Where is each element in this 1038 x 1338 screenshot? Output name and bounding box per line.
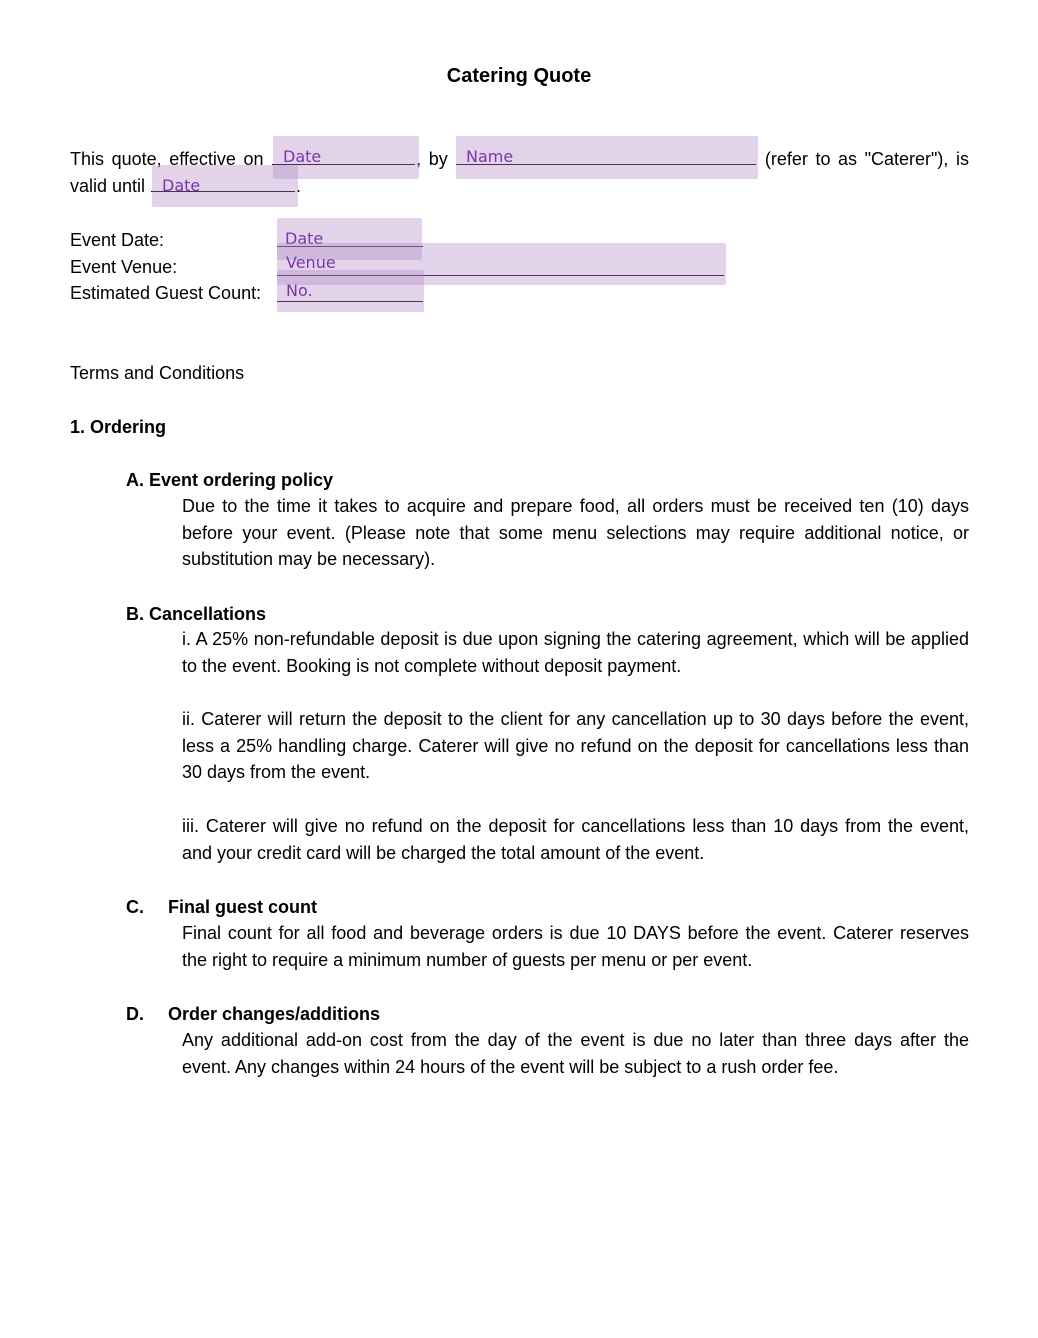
subsection-d-letter: D. <box>126 1004 144 1024</box>
subsection-c-letter: C. <box>126 897 144 917</box>
subsection-a-text: Due to the time it takes to acquire and prepare food, all orders must be received ten (10) days before your event. (Please note that some menu selections may require additional notice, or substitution may be necessary). <box>182 496 969 570</box>
intro-text-1: This quote, effective on <box>70 149 272 169</box>
subsection-d-title: Order changes/additions <box>168 1004 381 1024</box>
event-date-label: Event Date: <box>70 230 165 250</box>
cancellation-item-iii: iii. Caterer will give no refund on the deposit for cancellations less than 10 days from the event, and your credit card will be charged the total amount of the event. <box>182 816 969 863</box>
guest-count-field[interactable] <box>277 270 424 312</box>
cancellation-item-ii: ii. Caterer will return the deposit to the client for any cancellation up to 30 days before the event, less a 25% handling charge. Caterer will give no refund on the deposit for cancellations less than 30 days from the event. <box>182 709 969 783</box>
subsection-a-heading: A. Event ordering policy <box>126 470 334 490</box>
guest-count-placeholder: No. <box>286 281 313 300</box>
terms-heading: Terms and Conditions <box>70 363 245 383</box>
page-title: Catering Quote <box>446 65 592 87</box>
valid-until-placeholder: Date <box>162 176 201 195</box>
caterer-name-field[interactable] <box>456 136 758 179</box>
subsection-c-text: Final count for all food and beverage orders is due 10 DAYS before the event. Caterer reserves the right to require a minimum number of guests per menu or per event. <box>182 923 969 970</box>
cancellation-item-i: i. A 25% non-refundable deposit is due upon signing the catering agreement, which will be applied to the event. Booking is not complete without deposit payment. <box>182 629 969 676</box>
intro-text-2: , by <box>416 149 456 169</box>
effective-date-placeholder: Date <box>283 147 322 166</box>
guest-count-label: Estimated Guest Count: <box>70 283 262 303</box>
event-date-placeholder: Date <box>285 229 324 248</box>
subsection-d-heading <box>126 1004 380 1025</box>
subsection-c-title: Final guest count <box>168 897 318 917</box>
subsection-c-heading <box>126 897 317 918</box>
valid-until-field[interactable] <box>152 165 298 207</box>
intro-text-3: (refer to as "Caterer"), is valid until <box>70 149 969 196</box>
event-venue-placeholder: Venue <box>286 253 336 272</box>
intro-text-4: . <box>296 176 302 196</box>
event-venue-label: Event Venue: <box>70 257 178 277</box>
section-ordering-heading: 1. Ordering <box>70 417 167 437</box>
subsection-d-text: Any additional add-on cost from the day of the event is due no later than three days after the event. Any changes within 24 hours of the event will be subject to a rush order fee. <box>182 1030 969 1077</box>
subsection-b-heading: B. Cancellations <box>126 604 267 624</box>
caterer-name-placeholder: Name <box>466 147 514 166</box>
